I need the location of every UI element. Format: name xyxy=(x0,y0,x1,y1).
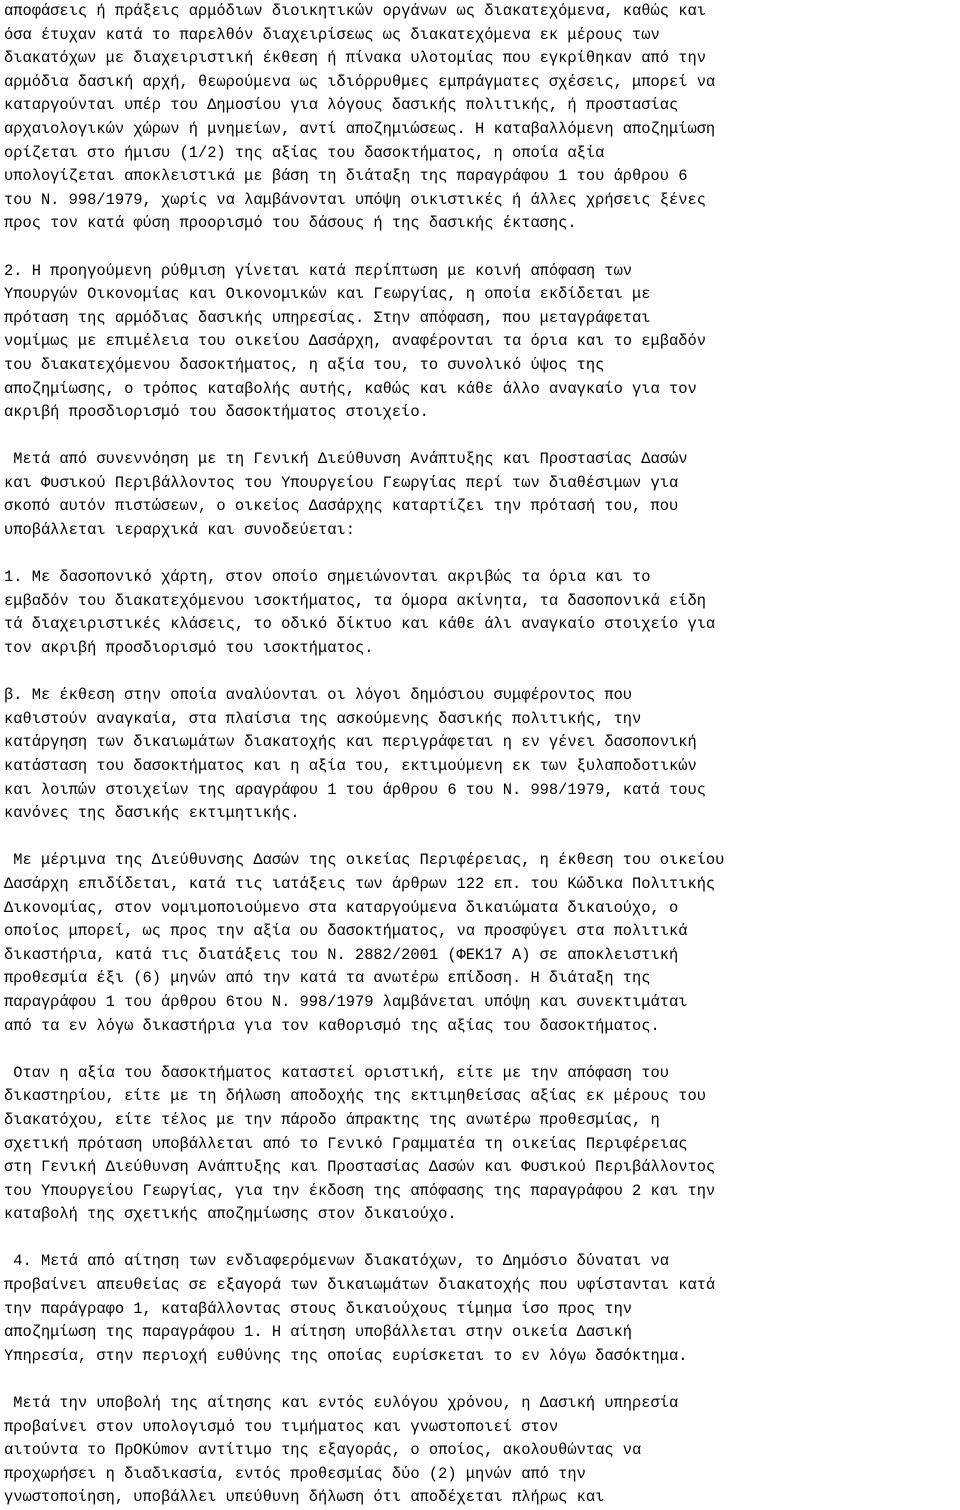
text-line: προθεσμία έξι (6) μηνών από την κατά τα ανωτέρω επίδοση. Η διάταξη της xyxy=(4,969,651,988)
paragraph xyxy=(4,1062,958,1227)
paragraph xyxy=(4,0,958,236)
paragraph-gap xyxy=(4,826,958,850)
text-line: Υπηρεσία, στην περιοχή ευθύνης της οποίας ευρίσκεται το εν λόγω δασόκτημα. xyxy=(4,1346,688,1365)
text-line: Δασάρχη επιδίδεται, κατά τις ιατάξεις των άρθρων 122 επ. του Κώδικα Πολιτικής xyxy=(4,874,716,893)
text-line: αρχαιολογικών χώρων ή μνημείων, αντί αποζημιώσεως. Η καταβαλλόμενη αποζημίωση xyxy=(4,119,716,138)
document-page xyxy=(4,0,958,1510)
text-line: οποίος μπορεί, ως προς την αξία ου δασοκτήματος, να προσφύγει στα πολιτικά xyxy=(4,922,688,941)
text-line: σχετική πρόταση υποβάλλεται από το Γενικό Γραμματέα τη οικείας Περιφέρειας xyxy=(4,1134,688,1153)
text-line: προβαίνει απευθείας σε εξαγορά των δικαιωμάτων διακατοχής που υφίστανται κατά xyxy=(4,1276,716,1295)
paragraph xyxy=(4,1392,958,1510)
text-line: αποφάσεις ή πράξεις αρμόδιων διοικητικών οργάνων ως διακατεχόμενα, καθώς και xyxy=(4,2,706,20)
text-line: την παράγραφο 1, καταβάλλοντας στους δικαιούχους τίμημα ίσο προς την xyxy=(4,1299,633,1318)
text-line: διακατόχου, είτε τέλος με την πάροδο άπρακτης της ανωτέρω προθεσμίας, η xyxy=(4,1110,660,1129)
paragraph xyxy=(4,566,958,660)
text-line: καταβολή της σχετικής αποζημίωσης στον δικαιούχο. xyxy=(4,1205,457,1224)
text-line: στη Γενική Διεύθυνση Ανάπτυξης και Προστασίας Δασών και Φυσικού Περιβάλλοντος xyxy=(4,1158,716,1177)
text-line: β. Με έκθεση στην οποία αναλύονται οι λόγοι δημόσιου συμφέροντος που xyxy=(4,686,633,705)
paragraph-gap xyxy=(4,661,958,685)
text-line: Με μέριμνα της Διεύθυνσης Δασών της οικείας Περιφέρειας, η έκθεση του οικείου xyxy=(4,851,725,870)
text-line: προχωρήσει η διαδικασία, εντός προθεσμίας δύο (2) μηνών από την xyxy=(4,1464,586,1483)
paragraph-gap xyxy=(4,425,958,449)
text-line: από τα εν λόγω δικαστήρια για τον καθορισμό της αξίας του δασοκτήματος. xyxy=(4,1016,660,1035)
text-line: γνωστοποίηση, υποβάλλει υπεύθυνη δήλωση ότι αποδέχεται πλήρως και xyxy=(4,1488,605,1507)
text-line: διακατόχων με διαχειριστική έκθεση ή πίνακα υλοτομίας που εγκρίθηκαν από την xyxy=(4,49,706,68)
paragraph-gap xyxy=(4,1368,958,1392)
text-line: αιτούντα το ΠρΟΚύmoν αντίτιμο της εξαγοράς, ο οποίος, ακολουθώντας να xyxy=(4,1441,642,1460)
text-line: υπολογίζεται αποκλειστικά με βάση τη διάταξη της παραγράφου 1 του άρθρου 6 xyxy=(4,167,688,186)
text-line: νομίμως με επιμέλεια του οικείου Δασάρχη, αναφέρονται τα όρια και το εμβαδόν xyxy=(4,332,706,351)
text-line: Μετά από συνεννόηση με τη Γενική Διεύθυνση Ανάπτυξης και Προστασίας Δασών xyxy=(4,450,688,469)
text-line: του Υπουργείου Γεωργίας, για την έκδοση της απόφασης της παραγράφου 2 και την xyxy=(4,1181,716,1200)
text-line: προς τον κατά φύση προορισμό του δάσους ή της δασικής έκτασης. xyxy=(4,214,577,233)
text-line: 2. Η προηγούμενη ρύθμιση γίνεται κατά περίπτωση με κοινή απόφαση των xyxy=(4,261,633,280)
paragraph xyxy=(4,684,958,826)
paragraph-gap xyxy=(4,543,958,567)
text-line: πρόταση της αρμόδιας δασικής υπηρεσίας. Στην απόφαση, που μεταγράφεται xyxy=(4,308,651,327)
text-line: του Ν. 998/1979, χωρίς να λαμβάνονται υπόψη οικιστικές ή άλλες χρήσεις ξένες xyxy=(4,190,706,209)
text-line: του διακατεχόμενου δασοκτήματος, η αξία του, το συνολικό ύψος της xyxy=(4,355,605,374)
paragraph-gap xyxy=(4,1227,958,1251)
text-line: παραγράφου 1 του άρθρου 6του Ν. 998/1979 λαμβάνεται υπόψη και συνεκτιμάται xyxy=(4,992,688,1011)
text-line: προβαίνει στον υπολογισμό του τιμήματος και γνωστοποιεί στον xyxy=(4,1417,559,1436)
text-line: σκοπό αυτόν πιστώσεων, ο οικείος Δασάρχης καταρτίζει την πρότασή του, που xyxy=(4,497,679,516)
paragraph xyxy=(4,448,958,542)
paragraph-gap xyxy=(4,1038,958,1062)
text-line: Δικονομίας, στον νομιμοποιούμενο στα καταργούμενα δικαιώματα δικαιούχο, ο xyxy=(4,898,679,917)
text-line: κατάσταση του δασοκτήματος και η αξία του, εκτιμούμενη εκ των ξυλαποδοτικών xyxy=(4,757,697,775)
paragraph xyxy=(4,1250,958,1368)
text-line: Μετά την υποβολή της αίτησης και εντός ευλόγου χρόνου, η Δασική υπηρεσία xyxy=(4,1394,679,1413)
text-line: 1. Με δασοπονικό χάρτη, στον οποίο σημειώνονται ακριβώς τα όρια και το xyxy=(4,568,651,587)
text-line: ορίζεται στο ήμισυ (1/2) της αξίας του δασοκτήματος, η οποία αξία xyxy=(4,143,605,162)
paragraph-gap xyxy=(4,236,958,260)
text-line: αποζημίωσης, ο τρόπος καταβολής αυτής, καθώς και κάθε άλλο αναγκαίο για τον xyxy=(4,379,697,398)
text-line: καθιστούν αναγκαία, στα πλαίσια της ασκούμενης δασικής πολιτικής, την xyxy=(4,709,642,728)
text-line: αποζημίωση της παραγράφου 1. Η αίτηση υποβάλλεται στην οικεία Δασική xyxy=(4,1323,633,1342)
text-line: αρμόδια δασική αρχή, θεωρούμενα ως ιδιόρρυθμες εμπράγματες σχέσεις, μπορεί να xyxy=(4,72,716,91)
text-line: υποβάλλεται ιεραρχικά και συνοδεύεται: xyxy=(4,521,355,540)
text-line: και Φυσικού Περιβάλλοντος του Υπουργείου Γεωργίας περί των διαθέσιμων για xyxy=(4,473,679,492)
paragraph xyxy=(4,260,958,425)
text-line: εμβαδόν του διακατεχόμενου ισοκτήματος, τα όμορα ακίνητα, τα δασοπονικά είδη xyxy=(4,591,706,610)
text-line: 4. Μετά από αίτηση των ενδιαφερόμενων διακατόχων, το Δημόσιο δύναται να xyxy=(4,1252,669,1271)
text-line: ακριβή προσδιορισμό του δασοκτήματος στοιχείο. xyxy=(4,403,429,422)
paragraph xyxy=(4,849,958,1038)
text-line: τον ακριβή προσδιορισμό του ισοκτήματος. xyxy=(4,639,374,658)
text-line: Οταν η αξία του δασοκτήματος καταστεί οριστική, είτε με την απόφαση του xyxy=(4,1063,669,1082)
text-line: δικαστηρίου, είτε με τη δήλωση αποδοχής της εκτιμηθείσας αξίας εκ μέρους του xyxy=(4,1087,706,1106)
text-line: και λοιπών στοιχείων της αραγράφου 1 του άρθρου 6 του Ν. 998/1979, κατά τους xyxy=(4,780,706,799)
text-line: τά διαχειριστικές κλάσεις, το οδικό δίκτυο και κάθε άλι αναγκαίο στοιχείο για xyxy=(4,615,716,634)
text-line: δικαστήρια, κατά τις διατάξεις του Ν. 2882/2001 (ΦΕΚ17 Α) σε αποκλειστική xyxy=(4,945,679,964)
text-line: Υπουργών Οικονομίας και Οικονομικών και Γεωργίας, η οποία εκδίδεται με xyxy=(4,285,651,304)
text-line: καταργούνται υπέρ του Δημοσίου για λόγους δασικής πολιτικής, ή προστασίας xyxy=(4,96,679,115)
text-line: κατάργηση των δικαιωμάτων διακατοχής και περιγράφεται η εν γένει δασοπονική xyxy=(4,733,697,752)
text-line: κανόνες της δασικής εκτιμητικής. xyxy=(4,804,300,823)
text-line: όσα έτυχαν κατά το παρελθόν διαχειρίσεως ως διακατεχόμενα εκ μέρους των xyxy=(4,25,660,44)
